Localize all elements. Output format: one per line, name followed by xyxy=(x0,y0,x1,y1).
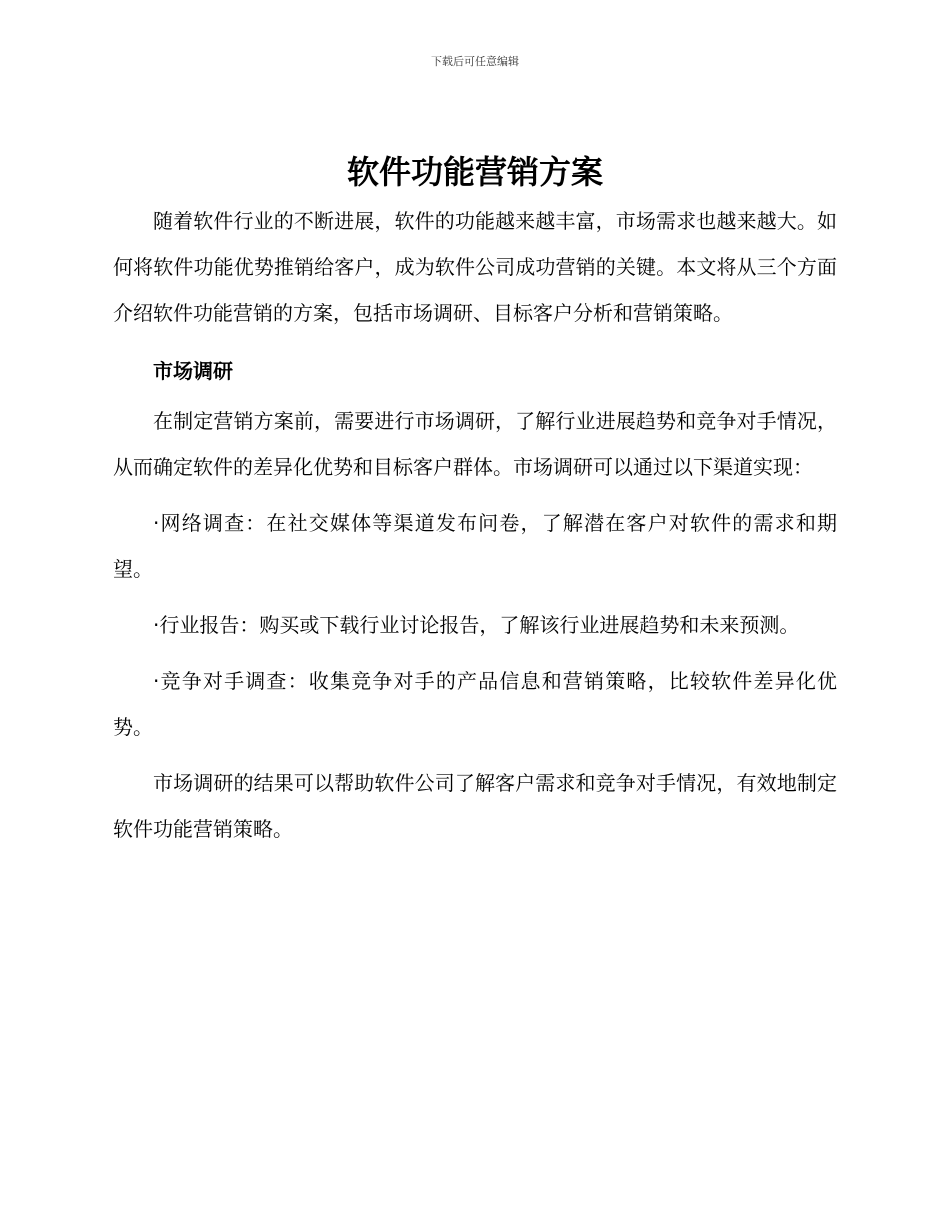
section-heading-market-research: 市场调研 xyxy=(153,359,233,383)
bullet-item xyxy=(113,602,837,648)
page-header-note: 下载后可任意编辑 xyxy=(431,55,519,68)
market-research-paragraph: 在制定营销方案前，需要进行市场调研，了解行业进展趋势和竞争对手情况，从而确定软件的差异化优势和目标客户群体。市场调研可以通过以下渠道实现： xyxy=(113,409,837,479)
document-title: 软件功能营销方案 xyxy=(346,153,603,191)
bullet-item xyxy=(113,658,837,750)
conclusion-paragraph: 市场调研的结果可以帮助软件公司了解客户需求和竞争对手情况，有效地制定软件功能营销策略。 xyxy=(113,771,837,841)
intro-paragraph: 随着软件行业的不断进展，软件的功能越来越丰富，市场需求也越来越大。如何将软件功能优势推销给客户，成为软件公司成功营销的关键。本文将从三个方面介绍软件功能营销的方案，包括市场调研、目标客户分析和营销策略。 xyxy=(113,209,837,325)
bullet-marker: · xyxy=(153,669,160,693)
bullet-text: 竞争对手调查：收集竞争对手的产品信息和营销策略，比较软件差异化优势。 xyxy=(113,669,837,739)
bullet-marker: · xyxy=(153,613,160,637)
document-body xyxy=(113,198,837,852)
bullet-item xyxy=(113,500,837,592)
bullet-text: 网络调查：在社交媒体等渠道发布问卷，了解潜在客户对软件的需求和期望。 xyxy=(113,511,837,581)
bullet-text: 行业报告：购买或下载行业讨论报告，了解该行业进展趋势和未来预测。 xyxy=(159,613,800,637)
bullet-marker: · xyxy=(153,511,160,535)
